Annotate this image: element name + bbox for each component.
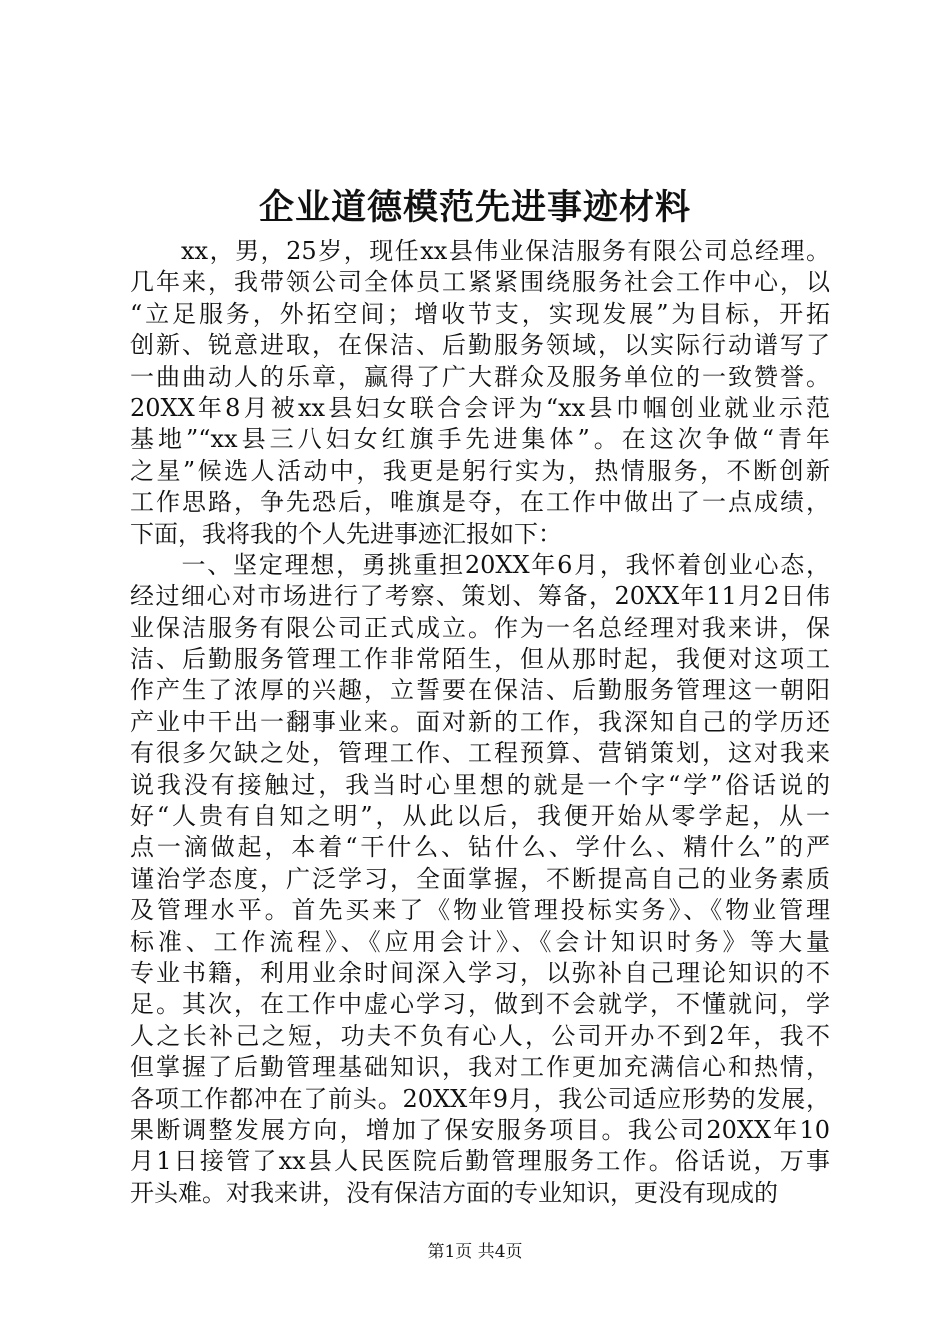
page-footer: 第1页 共4页 [427,1242,523,1262]
body-line: 但掌握了后勤管理基础知识，我对工作更加充满信心和热情， [130,1053,830,1082]
body-line: 点一滴做起，本着“干什么、钻什么、学什么、精什么”的严 [130,833,830,862]
body-line: 20XX年8月被xx县妇女联合会评为“xx县巾帼创业就业示范 [130,393,830,422]
body-line: 及管理水平。首先买来了《物业管理投标实务》、《物业管理 [130,896,830,925]
body-line: 说我没有接触过，我当时心里想的就是一个字“学”俗话说的 [130,770,830,799]
body-line: 几年来，我带领公司全体员工紧紧围绕服务社会工作中心，以 [130,268,830,297]
body-line: 下面，我将我的个人先进事迹汇报如下： [130,519,562,548]
body-line: 果断调整发展方向，增加了保安服务项目。我公司20XX年10 [130,1115,830,1144]
body-line: 足。其次，在工作中虚心学习，做到不会就学，不懂就问，学 [130,990,830,1019]
body-line: 工作思路，争先恐后，唯旗是夺，在工作中做出了一点成绩， [130,488,830,517]
body-line: 产业中干出一翻事业来。面对新的工作，我深知自己的学历还 [130,707,830,736]
body-line: 一、坚定理想，勇挑重担20XX年6月，我怀着创业心态， [130,550,830,579]
body-line: 专业书籍，利用业余时间深入学习，以弥补自己理论知识的不 [130,958,830,987]
body-line: 谨治学态度，广泛学习，全面掌握，不断提高自己的业务素质 [130,864,830,893]
body-line: 人之长补己之短，功夫不负有心人，公司开办不到2年，我不 [130,1021,830,1050]
body-line: 一曲曲动人的乐章，赢得了广大群众及服务单位的一致赞誉。 [130,362,830,391]
body-line: “立足服务，外拓空间；增收节支，实现发展”为目标，开拓 [130,299,830,328]
document-title: 企业道德模范先进事迹材料 [258,187,691,228]
body-line: 标准、工作流程》、《应用会计》、《会计知识时务》等大量 [130,927,830,956]
body-line: 作产生了浓厚的兴趣，立誓要在保洁、后勤服务管理这一朝阳 [130,676,830,705]
body-line: 洁、后勤服务管理工作非常陌生，但从那时起，我便对这项工 [130,645,830,674]
body-line: 经过细心对市场进行了考察、策划、筹备，20XX年11月2日伟 [130,582,830,611]
body-line: 各项工作都冲在了前头。20XX年9月，我公司适应形势的发展， [130,1084,830,1113]
body-line: 业保洁服务有限公司正式成立。作为一名总经理对我来讲，保 [130,613,830,642]
body-line: 开头难。对我来讲，没有保洁方面的专业知识，更没有现成的 [130,1178,778,1207]
body-line: 创新、锐意进取，在保洁、后勤服务领域，以实际行动谱写了 [130,331,830,360]
body-line: xx，男，25岁，现任xx县伟业保洁服务有限公司总经理。 [130,237,830,265]
document-body [130,236,830,1209]
body-line: 有很多欠缺之处，管理工作、工程预算、营销策划，这对我来 [130,739,830,768]
body-line: 月1日接管了xx县人民医院后勤管理服务工作。俗话说，万事 [130,1147,830,1176]
body-line: 基地”“xx县三八妇女红旗手先进集体”。在这次争做“青年 [130,425,830,454]
body-line: 好“人贵有自知之明”，从此以后，我便开始从零学起，从一 [130,802,830,831]
body-line: 之星”候选人活动中，我更是躬行实为，热情服务，不断创新 [130,456,830,485]
